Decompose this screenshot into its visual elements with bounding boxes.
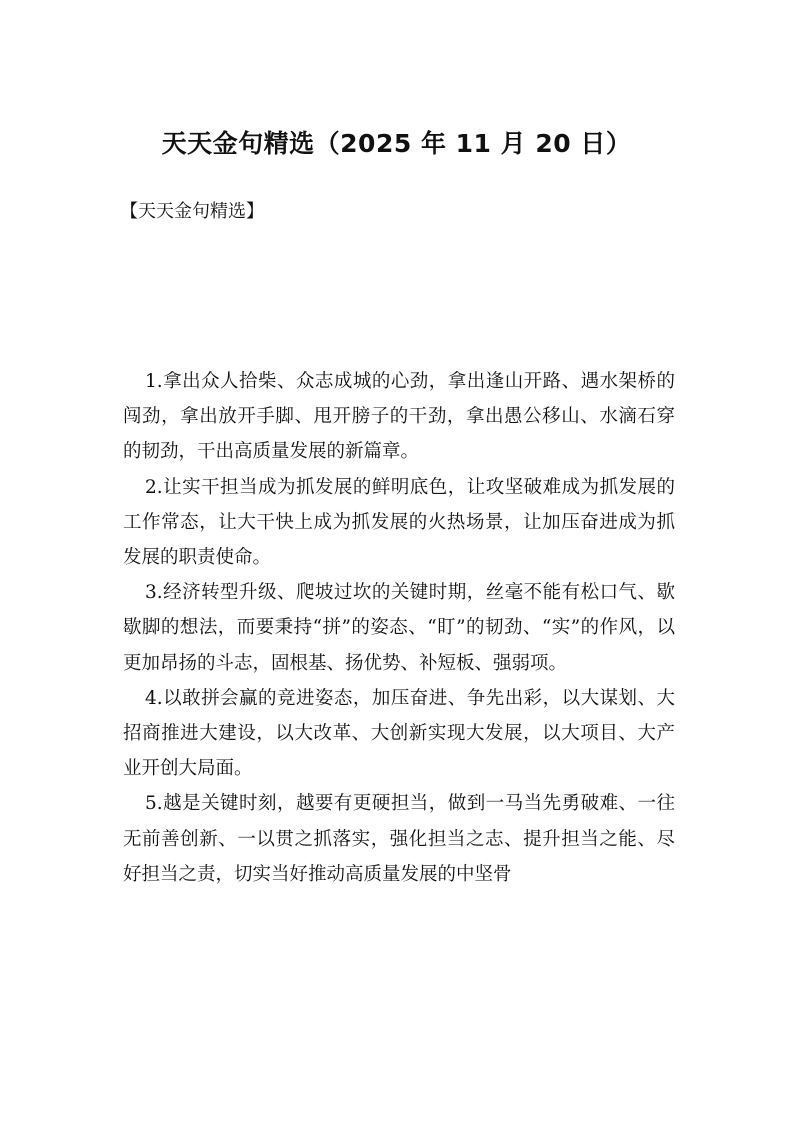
document-title: 天天金句精选（2025 年 11 月 20 日） <box>161 129 632 158</box>
section-tag: 【天天金句精选】 <box>120 201 264 222</box>
paragraph-5: 5.越是关键时刻，越要有更硬担当，做到一马当先勇破难、一往无前善创新、一以贯之抓落实，强化担当之志、提升担当之能、尽好担当之责，切实当好推动高质量发展的中坚骨 <box>123 793 675 885</box>
paragraph-2: 2.让实干担当成为抓发展的鲜明底色，让攻坚破难成为抓发展的工作常态，让大干快上成为抓发展的火热场景，让加压奋进成为抓发展的职责使命。 <box>123 476 675 569</box>
paragraph-1: 1.拿出众人拾柴、众志成城的心劲，拿出逢山开路、遇水架桥的闯劲，拿出放开手脚、甩开膀子的干劲，拿出愚公移山、水滴石穿的韧劲，干出高质量发展的新篇章。 <box>123 371 675 463</box>
paragraph-4: 4.以敢拼会赢的竞进姿态，加压奋进、争先出彩，以大谋划、大招商推进大建设，以大改革、大创新实现大发展，以大项目、大产业开创大局面。 <box>123 687 675 780</box>
document-body <box>123 364 675 892</box>
paragraph-3: 3.经济转型升级、爬坡过坎的关键时期，丝毫不能有松口气、歇歇脚的想法，而要秉持“拼”的姿态、“盯”的韧劲、“实”的作风，以更加昂扬的斗志，固根基、扬优势、补短板、强弱项。 <box>123 582 675 674</box>
